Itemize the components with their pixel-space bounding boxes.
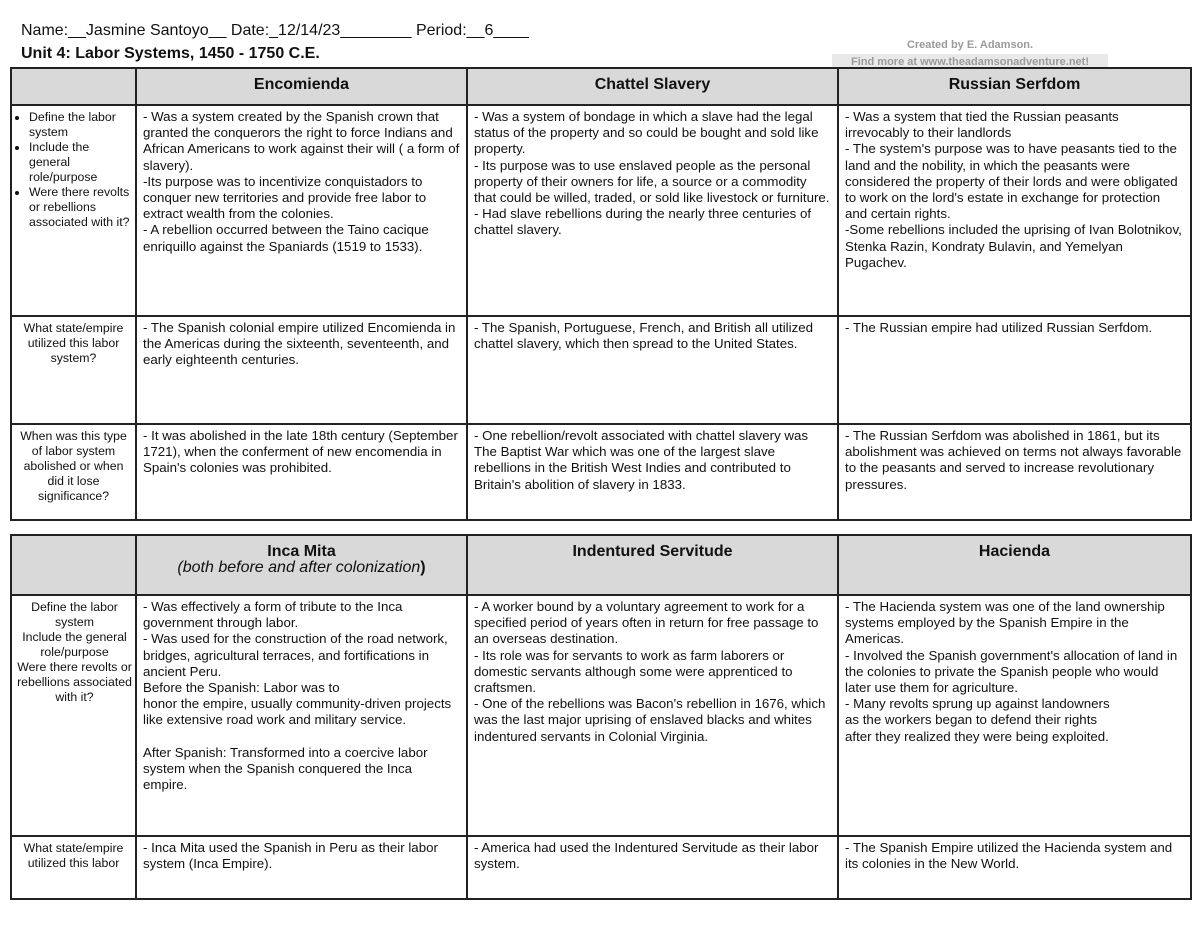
row-label-bullet: • Were there revolts or rebellions associated with it? [29, 185, 132, 230]
column-header-encomienda: Encomienda [136, 68, 467, 105]
row-label-bullet: • Include the general role/purpose [29, 140, 132, 185]
row-label-bullet: Include the general role/purpose [22, 630, 127, 659]
table-row [11, 836, 1191, 899]
column-header-russian-serfdom: Russian Serfdom [838, 68, 1191, 105]
cell-indentured-empire[interactable]: - America had used the Indentured Servitude as their labor system. [467, 836, 838, 899]
cell-hacienda-define[interactable]: - The Hacienda system was one of the land ownership systems employed by the Spanish Empire in the Americas. - Involved the Spanish government's allocation of land in the colonies to private the Spanish people who would later use them for agriculture. - Many revolts sprung up against landowners as the workers began to defend their rights after they realized they were being exploited. [838, 595, 1191, 836]
row-label-define [11, 105, 136, 316]
cell-inca-mita-define[interactable]: - Was effectively a form of tribute to the Inca government through labor. - Was used for the construction of the road network, bridges, agricultural terraces, and fortifications in ancient Peru. Before the Spanish: Labor was to honor the empire, usually community-driven projects like extensive road work and military service. After Spanish: Transformed into a coercive labor system when the Spanish conquered the Inca empire. [136, 595, 467, 836]
cell-encomienda-abolished[interactable]: - It was abolished in the late 18th century (September 1721), when the conferment of new encomendia in Spain's colonies was prohibited. [136, 424, 467, 520]
column-header-indentured-servitude: Indentured Servitude [467, 535, 838, 595]
table-row [11, 595, 1191, 836]
cell-indentured-define[interactable]: - A worker bound by a voluntary agreement to work for a specified period of years often in return for free passage to an overseas destination. - Its role was for servants to work as farm laborers or domestic servants although some were apprenticed to craftsmen. - One of the rebellions was Bacon's rebellion in 1676, which was the last major uprising of enslaved blacks and whites indentured servants in Colonial Virginia. [467, 595, 838, 836]
corner-cell [11, 68, 136, 105]
column-header-chattel-slavery: Chattel Slavery [467, 68, 838, 105]
credit-author: Created by E. Adamson. [906, 39, 1034, 51]
cell-serfdom-empire[interactable]: - The Russian empire had utilized Russian Serfdom. [838, 316, 1191, 424]
cell-encomienda-define[interactable]: - Was a system created by the Spanish crown that granted the conquerors the right to force Indians and African Americans to work against their will ( a form of slavery). -Its purpose was to incentivize conquistadors to conquer new territories and provide free labor to extract wealth from the colonies. - A rebellion occurred between the Taino cacique enriquillo against the Spaniards (1519 to 1533). [136, 105, 467, 316]
name-date-period-line: Name:__Jasmine Santoyo__ Date:_12/14/23________ Period:__6____ [21, 22, 529, 39]
inca-mita-subtitle: (both before and after colonization) [177, 559, 426, 577]
labor-systems-table-2 [10, 534, 1192, 900]
unit-title: Unit 4: Labor Systems, 1450 - 1750 C.E. [21, 45, 320, 62]
column-header-hacienda: Hacienda [838, 535, 1191, 595]
table-row [11, 105, 1191, 316]
row-label-abolished: When was this type of labor system abolished or when did it lose significance? [11, 424, 136, 520]
row-label-bullet: Define the labor system [31, 600, 118, 629]
inca-mita-title: Inca Mita [267, 543, 336, 560]
labor-systems-table-1 [10, 67, 1192, 521]
cell-chattel-define[interactable]: - Was a system of bondage in which a slave had the legal status of the property and so could be bought and sold like property. - Its purpose was to use enslaved people as the personal property of their owners for life, a source or a commodity that could be willed, traded, or sold like livestock or furniture. - Had slave rebellions during the nearly three centuries of chattel slavery. [467, 105, 838, 316]
credit-block [832, 37, 1108, 71]
row-label-bullet: • Define the labor system [29, 110, 132, 140]
cell-serfdom-abolished[interactable]: - The Russian Serfdom was abolished in 1861, but its abolishment was achieved on terms not always favorable to the peasants and served to increase revolutionary pressures. [838, 424, 1191, 520]
cell-inca-mita-empire[interactable]: - Inca Mita used the Spanish in Peru as their labor system (Inca Empire). [136, 836, 467, 899]
credit-url[interactable]: Find more at www.theadamsonadventure.net! [832, 54, 1108, 71]
row-label-empire: What state/empire utilized this labor [11, 836, 136, 899]
cell-chattel-abolished[interactable]: - One rebellion/revolt associated with chattel slavery was The Baptist War which was one of the largest slave rebellions in the British West Indies and contributed to Britain's abolition of slavery in 1833. [467, 424, 838, 520]
cell-hacienda-empire[interactable]: - The Spanish Empire utilized the Hacienda system and its colonies in the New World. [838, 836, 1191, 899]
row-label-define [11, 595, 136, 836]
cell-serfdom-define[interactable]: - Was a system that tied the Russian peasants irrevocably to their landlords - The system's purpose was to have peasants tied to the land and the nobility, in which the peasants were considered the property of their lords and were obligated to work on the lord's estate in exchange for protection and certain rights. -Some rebellions included the uprising of Ivan Bolotnikov, Stenka Razin, Kondraty Bulavin, and Yemelyan Pugachev. [838, 105, 1191, 316]
column-header-inca-mita [136, 535, 467, 595]
row-label-empire: What state/empire utilized this labor system? [11, 316, 136, 424]
row-label-bullet: Were there revolts or rebellions associated with it? [17, 660, 132, 704]
table-row [11, 316, 1191, 424]
corner-cell [11, 535, 136, 595]
table-row [11, 424, 1191, 520]
cell-encomienda-empire[interactable]: - The Spanish colonial empire utilized Encomienda in the Americas during the sixteenth, seventeenth, and early eighteenth centuries. [136, 316, 467, 424]
cell-chattel-empire[interactable]: - The Spanish, Portuguese, French, and British all utilized chattel slavery, which then spread to the United States. [467, 316, 838, 424]
